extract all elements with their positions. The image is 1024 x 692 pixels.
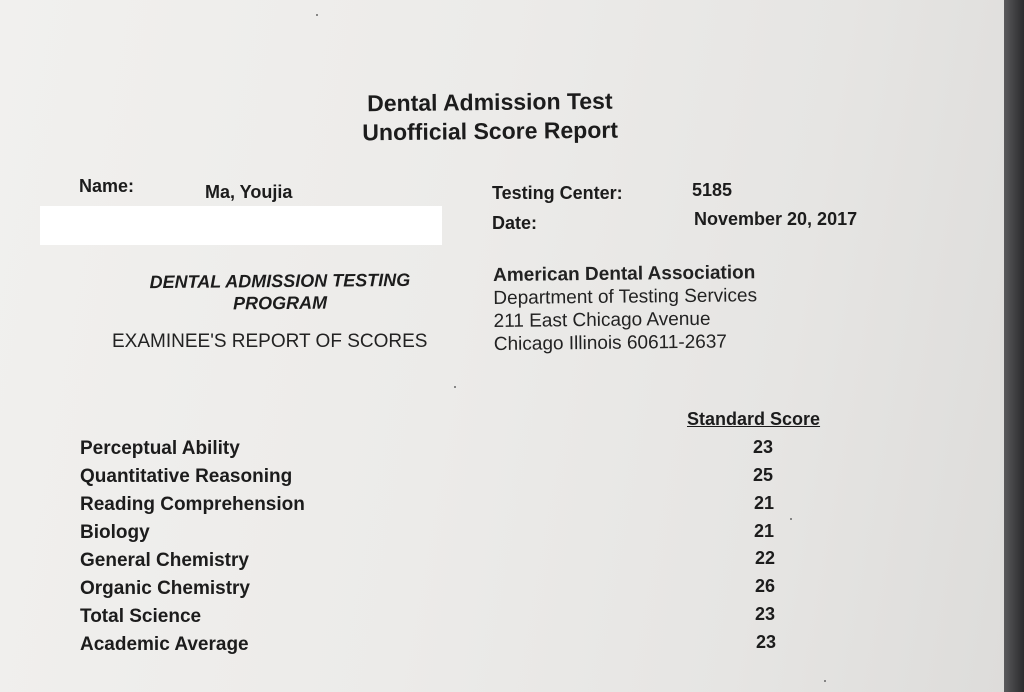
testing-center-value: 5185 xyxy=(692,180,733,200)
score-perceptual-ability: 23 xyxy=(752,437,774,457)
score-reading-comprehension: 21 xyxy=(753,493,775,513)
desk-background xyxy=(1004,0,1024,692)
subject-perceptual-ability: Perceptual Ability xyxy=(80,438,240,459)
score-biology: 21 xyxy=(753,521,775,541)
ada-city: Chicago Illinois 60611-2637 xyxy=(493,331,728,355)
ada-street: 211 East Chicago Avenue xyxy=(493,308,711,332)
name-label: Name: xyxy=(79,176,135,196)
paper-speck xyxy=(454,386,456,388)
program-title-line2: PROGRAM xyxy=(233,292,328,314)
score-academic-average: 23 xyxy=(755,632,777,652)
examinee-report-title: EXAMINEE'S REPORT OF SCORES xyxy=(112,331,428,352)
program-title xyxy=(100,268,460,315)
date-label: Date: xyxy=(492,213,538,233)
standard-score-header: Standard Score xyxy=(687,409,821,429)
subject-quantitative-reasoning: Quantitative Reasoning xyxy=(80,466,293,487)
redaction-box xyxy=(40,206,442,245)
subject-total-science: Total Science xyxy=(80,606,202,627)
report-title-line2: Unofficial Score Report xyxy=(362,116,619,146)
score-organic-chemistry: 26 xyxy=(754,576,776,596)
date-value: November 20, 2017 xyxy=(694,209,858,229)
score-total-science: 23 xyxy=(754,604,776,624)
paper-speck xyxy=(790,518,792,520)
report-title-line1: Dental Admission Test xyxy=(367,87,613,117)
name-value: Ma, Youjia xyxy=(205,182,293,202)
paper-speck xyxy=(824,680,826,682)
ada-department: Department of Testing Services xyxy=(493,285,758,309)
ada-org-name: American Dental Association xyxy=(493,262,756,286)
score-quantitative-reasoning: 25 xyxy=(752,465,774,485)
testing-center-label: Testing Center: xyxy=(492,183,623,203)
report-title xyxy=(270,86,711,149)
subject-academic-average: Academic Average xyxy=(80,634,249,655)
subject-organic-chemistry: Organic Chemistry xyxy=(80,578,250,599)
score-general-chemistry: 22 xyxy=(754,548,776,568)
subject-biology: Biology xyxy=(80,522,150,543)
program-title-line1: DENTAL ADMISSION TESTING xyxy=(149,269,411,293)
paper-speck xyxy=(316,14,318,16)
ada-address-block xyxy=(493,261,758,356)
subject-reading-comprehension: Reading Comprehension xyxy=(80,494,305,515)
subject-general-chemistry: General Chemistry xyxy=(80,550,249,571)
